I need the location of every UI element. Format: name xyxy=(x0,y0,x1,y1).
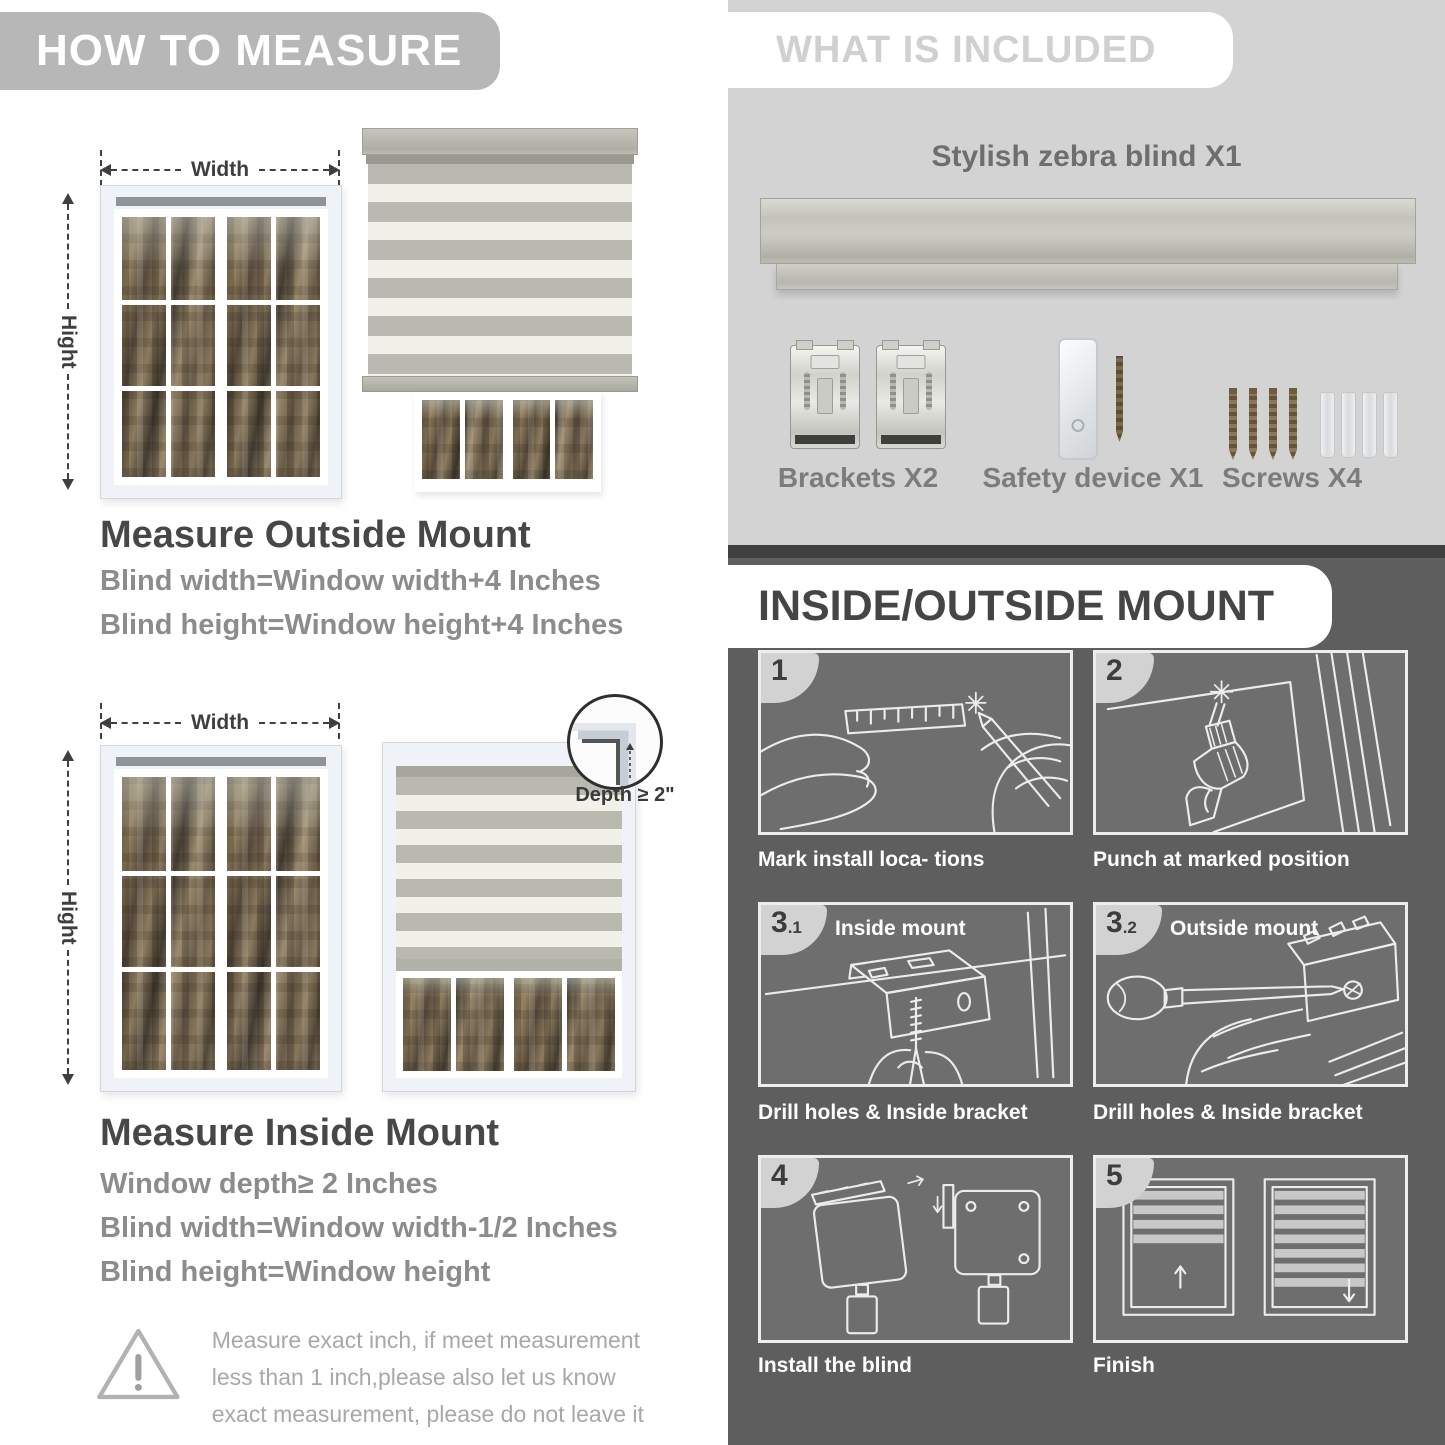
warning-text: Measure exact inch, if meet measurement less than 1 inch,please also let us know exact measurement, please do not leave it xyxy=(211,1327,644,1427)
corner-detail-icon xyxy=(570,697,660,787)
width-tick-left-2 xyxy=(100,703,102,739)
inside-formula-width: Blind width=Window width-1/2 Inches xyxy=(100,1212,618,1244)
bracket-icon xyxy=(876,345,946,449)
safety-device-label: Safety device X1 xyxy=(982,462,1204,493)
outside-mount-heading: Measure Outside Mount xyxy=(100,514,531,556)
step-3-1-badge: 3 .1 xyxy=(761,905,827,955)
height-arrow-outside xyxy=(57,193,79,490)
exclamation-triangle-icon xyxy=(95,1322,182,1406)
depth-label: Depth ≥ 2" xyxy=(575,784,675,806)
zebra-blind-outside-illustration xyxy=(362,128,638,500)
how-to-measure-title: HOW TO MEASURE xyxy=(36,26,463,75)
safety-device-icon xyxy=(1058,338,1098,460)
what-is-included-title: WHAT IS INCLUDED xyxy=(776,28,1157,71)
inside-mount-heading: Measure Inside Mount xyxy=(100,1112,500,1154)
wall-anchor-icon xyxy=(1383,392,1398,458)
section-divider xyxy=(728,545,1445,558)
brackets-label: Brackets X2 xyxy=(777,462,939,493)
height-arrow-inside xyxy=(57,750,79,1085)
step-5-panel xyxy=(1093,1155,1408,1343)
step-4-caption: Install the blind xyxy=(758,1354,913,1377)
window-peek-inside xyxy=(396,971,622,1078)
step-5-caption: Finish xyxy=(1093,1354,1155,1377)
outside-formula-height: Blind height=Window height+4 Inches xyxy=(100,609,624,641)
wall-anchor-icon xyxy=(1320,392,1335,458)
mount-title: INSIDE/OUTSIDE MOUNT xyxy=(758,582,1275,630)
outside-formula-width: Blind width=Window width+4 Inches xyxy=(100,565,601,597)
window-peek xyxy=(414,392,601,492)
width-tick-right xyxy=(338,150,340,186)
window-illustration-inside xyxy=(100,745,342,1092)
blind-headrail-product xyxy=(760,198,1416,264)
screw-icon xyxy=(1249,388,1257,460)
inside-formula-depth: Window depth≥ 2 Inches xyxy=(100,1168,438,1200)
height-label-inside: Hight xyxy=(57,890,80,945)
window-track xyxy=(116,197,326,206)
step-2-badge: 2 xyxy=(1096,653,1154,703)
width-label-inside: Width xyxy=(190,711,250,734)
width-arrow-outside xyxy=(100,159,340,181)
up-arrow-icon xyxy=(1175,1266,1185,1287)
brackets-illustration xyxy=(790,345,946,449)
width-arrow-inside xyxy=(100,712,340,734)
step-3-1-title: Inside mount xyxy=(835,917,966,940)
width-tick-right-2 xyxy=(338,703,340,739)
blind-stripes xyxy=(368,164,632,376)
product-title: Stylish zebra blind X1 xyxy=(931,140,1242,173)
step-3-1-caption: Drill holes & Inside bracket xyxy=(758,1101,1028,1124)
step-2-caption: Punch at marked position xyxy=(1093,848,1350,871)
step-1-caption: Mark install loca- tions xyxy=(758,848,985,871)
depth-callout-circle xyxy=(567,694,663,790)
window-door xyxy=(118,773,219,1074)
width-tick-left xyxy=(100,150,102,186)
window-door xyxy=(223,213,324,481)
blind-headrail-lip xyxy=(776,264,1398,290)
measure-warning xyxy=(95,1322,655,1432)
wall-anchor-icon xyxy=(1362,392,1377,458)
step-3-2-title: Outside mount xyxy=(1170,917,1319,940)
blind-headrail xyxy=(362,128,638,155)
height-label-outside: Hight xyxy=(57,314,80,369)
step-1-badge: 1 xyxy=(761,653,819,703)
step-5-badge: 5 xyxy=(1096,1158,1154,1208)
window-illustration-outside xyxy=(100,185,342,499)
screw-icon xyxy=(1229,388,1237,460)
step-2-panel xyxy=(1093,650,1408,835)
what-is-included-section xyxy=(728,0,1445,545)
step-3-2-badge: 3 .2 xyxy=(1096,905,1162,955)
what-is-included-banner xyxy=(728,12,1233,88)
mount-instructions-section xyxy=(728,558,1445,1445)
screws-illustration xyxy=(1223,382,1401,460)
blind-bottomrail xyxy=(362,376,638,392)
how-to-measure-banner xyxy=(0,12,500,90)
step-4-badge: 4 xyxy=(761,1158,819,1208)
step-3-1-panel xyxy=(758,902,1073,1087)
screw-icon xyxy=(1269,388,1277,460)
window-door xyxy=(223,773,324,1074)
step-4-panel xyxy=(758,1155,1073,1343)
bracket-icon xyxy=(790,345,860,449)
screws-label: Screws X4 xyxy=(1221,462,1363,493)
screw-icon xyxy=(1289,388,1297,460)
inside-formula-height: Blind height=Window height xyxy=(100,1256,491,1288)
step-3-2-caption: Drill holes & Inside bracket xyxy=(1093,1101,1363,1124)
safety-device-illustration xyxy=(1058,338,1123,460)
width-label-outside: Width xyxy=(190,158,250,181)
mount-banner xyxy=(728,565,1332,648)
step-1-panel xyxy=(758,650,1073,835)
safety-screw-icon xyxy=(1116,356,1123,442)
wall-anchor-icon xyxy=(1341,392,1356,458)
window-door xyxy=(118,213,219,481)
step-3-2-panel xyxy=(1093,902,1408,1087)
